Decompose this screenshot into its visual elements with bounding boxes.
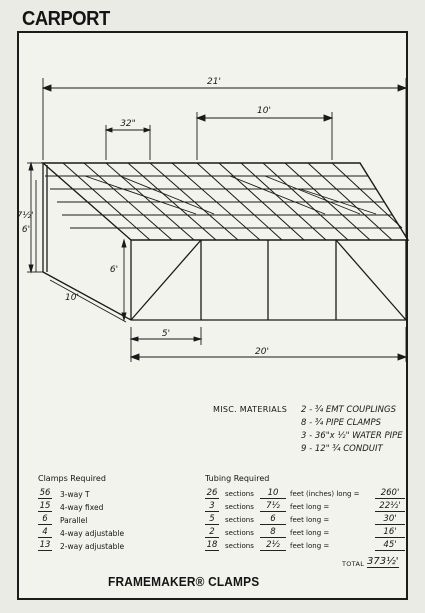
tubing-length: 8 [260,527,286,538]
tubing-label: sections [225,516,254,524]
tubing-total: 45' [375,540,405,551]
tubing-total: 260' [375,488,405,499]
clamp-row [38,527,188,540]
clamps-required [38,474,188,553]
total-label: TOTAL [342,560,365,568]
tubing-length: 6 [260,514,286,525]
clamps-heading: Clamps Required [38,474,106,483]
clamp-row [38,501,188,514]
clamp-name: 2-way adjustable [60,542,125,551]
dim-bay: 5' [161,329,171,339]
page-title: CARPORT [22,8,110,30]
clamp-row [38,514,188,527]
wall-frame [43,240,406,320]
misc-list [301,405,421,457]
tubing-sections: 2 [205,527,219,538]
clamp-name: Parallel [60,516,88,525]
tubing-row [205,488,405,501]
dim-length: 20' [255,347,269,357]
tubing-sections: 3 [205,501,219,512]
tubing-row [205,540,405,553]
misc-item: 9 - 12" ¾ CONDUIT [301,444,383,454]
tubing-sections: 26 [206,488,218,498]
tubing-total: 16' [375,527,405,538]
clamp-qty: 6 [38,514,52,525]
tubing-total: 22½' [375,501,405,512]
tubing-row [205,514,405,527]
tubing-total: 30' [375,514,405,525]
tubing-label: sections [225,529,254,537]
clamp-name: 3-way T [60,490,90,499]
tubing-row [205,501,405,514]
clamp-row [38,488,188,501]
dim-rafter-spacing: 32" [120,119,136,129]
dim-height-front: 6' [21,225,31,235]
tubing-length: 2½ [260,540,286,551]
misc-item: 3 - 36"x ½" WATER PIPE [301,431,403,441]
tubing-label: sections [225,490,254,498]
tubing-sections: 18 [206,540,218,550]
tubing-row [205,527,405,540]
clamp-row [38,540,188,553]
roof-purlins [45,176,400,228]
clamp-name: 4-way fixed [60,503,104,512]
dim-width-total: 21' [207,77,221,87]
dim-depth: 10' [65,293,79,303]
tubing-unit: feet long = [290,503,330,511]
tubing-unit: feet long = [290,529,330,537]
roof-braces [85,176,376,214]
dim-panel-width: 10' [257,106,271,116]
clamp-qty: 13 [39,540,51,550]
tubing-unit: feet (inches) long = [290,490,360,498]
dim-height-side: 6' [109,265,119,275]
total-value: 373½' [367,556,399,567]
tubing-label: sections [225,542,254,550]
misc-item: 8 - ¾ PIPE CLAMPS [301,418,381,428]
dim-height-rear: 7½' [16,211,34,221]
misc-item: 2 - ¾ EMT COUPLINGS [301,405,396,415]
clamp-qty: 4 [38,527,52,538]
clamp-qty: 56 [39,488,51,498]
rear-posts [43,163,47,272]
clamp-name: 4-way adjustable [60,529,125,538]
tubing-unit: feet long = [290,516,330,524]
tubing-label: sections [225,503,254,511]
tubing-length: 7½ [260,501,286,512]
misc-title: MISC. MATERIALS [213,405,288,414]
clamp-qty: 15 [39,501,51,511]
tubing-required [205,474,405,568]
tubing-sections: 5 [205,514,219,525]
tubing-heading: Tubing Required [205,474,270,483]
footer-brand: FRAMEMAKER® CLAMPS [108,575,260,589]
tubing-unit: feet long = [290,542,330,550]
tubing-length: 10 [260,488,286,499]
